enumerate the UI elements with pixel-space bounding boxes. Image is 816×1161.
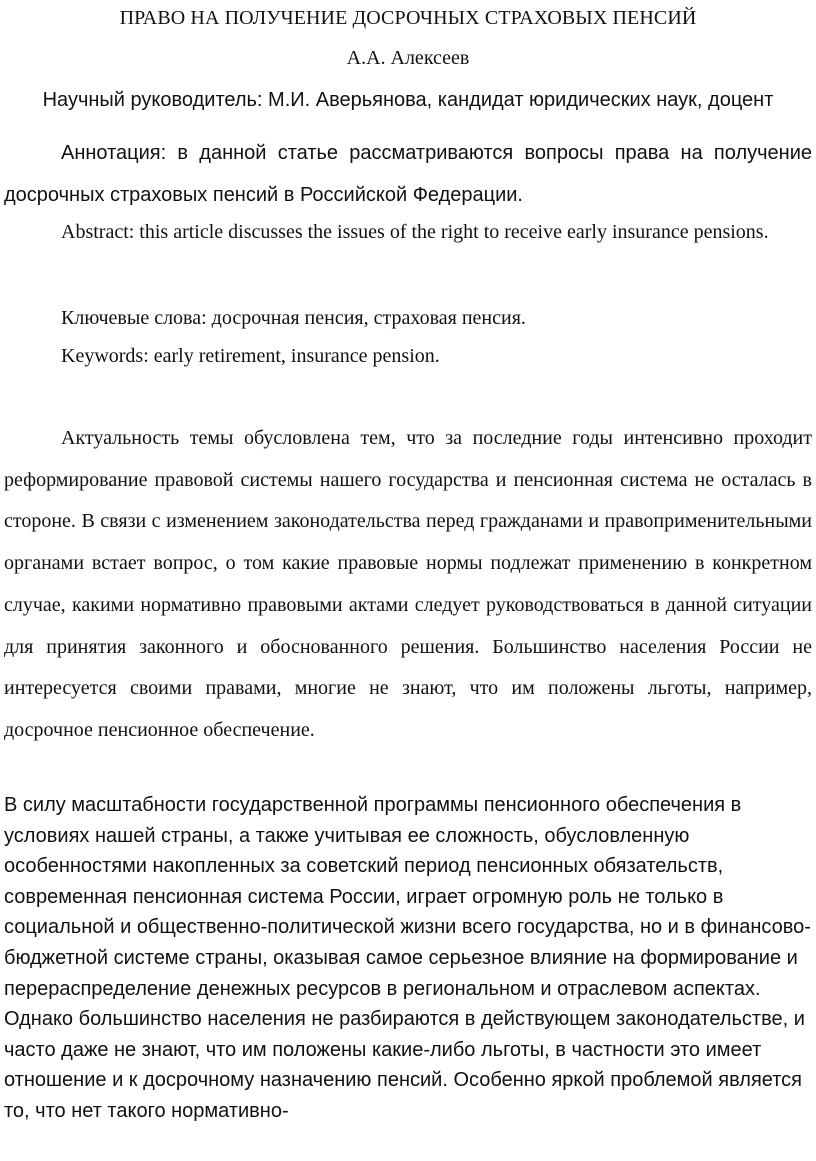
annotation-paragraph: Аннотация: в данной статье рассматриваются вопросы права на получение досрочных страховых пенсий в Российской Федерации. — [4, 142, 812, 206]
body-paragraph: В силу масштабности государственной программы пенсионного обеспечения в условиях нашей страны, а также учитывая ее сложность, обусловленную особенностями накопленных за советский период пенсионных обязательств, современная пенсионная система России, играет огромную роль не только в социальной и общественно-политической жизни всего государства, но и в финансово-бюджетной системе страны, оказывая самое серьезное влияние на формирование и перераспределение денежных ресурсов в региональном и отраслевом аспектах. Однако большинство населения не разбираются в действующем законодательстве, и часто даже не знают, что им положены какие-либо льготы, в частности это имеет отношение и к досрочному назначению пенсий. Особенно яркой проблемой является то, что нет такого нормативно- — [4, 794, 811, 1122]
relevance-paragraph: Актуальность темы обусловлена тем, что за последние годы интенсивно проходит реформирование правовой системы нашего государства и пенсионная система не осталась в стороне. В связи с изменением законодательства перед гражданами и правоприменительными органами встает вопрос, о том какие правовые нормы подлежат применению в конкретном случае, какими нормативно правовыми актами следует руководствоваться в данной ситуации для принятия законного и обоснованного решения. Большинство населения России не интересуется своими правами, многие не знают, что им положены льготы, например, досрочное пенсионное обеспечение. — [4, 427, 812, 741]
keywords-english: Keywords: early retirement, insurance pension. — [61, 345, 440, 367]
scientific-supervisor: Научный руководитель: М.И. Аверьянова, кандидат юридических наук, доцент — [42, 89, 774, 111]
keywords-russian: Ключевые слова: досрочная пенсия, страховая пенсия. — [61, 307, 526, 329]
abstract-paragraph: Abstract: this article discusses the issues of the right to receive early insurance pensions. — [61, 221, 769, 243]
article-title: ПРАВО НА ПОЛУЧЕНИЕ ДОСРОЧНЫХ СТРАХОВЫХ ПЕНСИЙ — [119, 7, 697, 29]
article-author: А.А. Алексеев — [346, 47, 470, 69]
